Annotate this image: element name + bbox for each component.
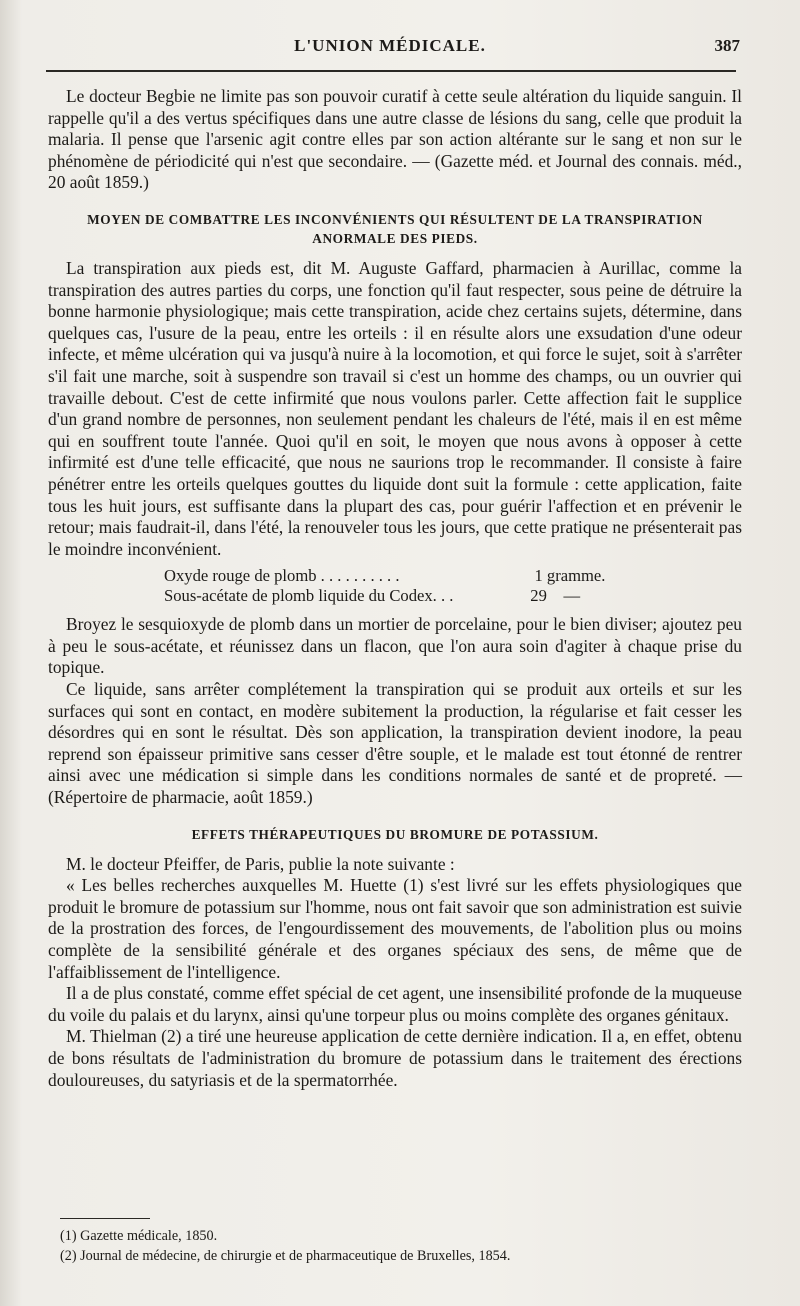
- footnote-2: (2) Journal de médecine, de chirurgie et de pharmaceutique de Bruxelles, 1854.: [60, 1248, 511, 1264]
- paragraph-pfeiffer: M. le docteur Pfeiffer, de Paris, publie la note suivante :: [66, 853, 455, 874]
- page-number: 387: [714, 36, 740, 55]
- paragraph-huette: « Les belles recherches auxquelles M. Huette (1) s'est livré sur les effets physiologiques que produit le bromure de potassium sur l'homme, nous ont fait savoir que son administration est suivie de la prostration des forces, de l'engourdissement des mouvements, de l'abolition plus ou moins complète de la sensibilité générale et des organes spéciaux des sens, de même que de l'affaiblissement de l'intelligence.: [48, 875, 742, 982]
- paragraph-effet-special: Il a de plus constaté, comme effet spécial de cet agent, une insensibilité profonde de la muqueuse du voile du palais et du larynx, ainsi qu'une torpeur plus ou moins complète des organes génitaux.: [48, 983, 742, 1025]
- paragraph-begbie: Le docteur Begbie ne limite pas son pouvoir curatif à cette seule altération du liquide sanguin. Il rappelle qu'il a des vertus spécifiques dans une autre classe de lésions du sang, celle que produit la malaria. Il pense que l'arsenic agit contre elles par son action altérante sur le sang et non sur le phénomène de périodicité qui n'est que secondaire. — (Gazette méd. et Journal des connais. méd., 20 août 1859.): [48, 86, 742, 193]
- footnotes: [60, 1226, 740, 1266]
- paragraph-gaffard: La transpiration aux pieds est, dit M. Auguste Gaffard, pharmacien à Aurillac, comme la transpiration des autres parties du corps, une fonction qu'il faut respecter, sous peine de détruire la bonne harmonie physiologique; mais cette transpiration, acide chez certains sujets, détermine, dans quelques cas, l'usure de la peau, entre les orteils : il en résulte alors une exsudation d'une odeur infecte, et même ulcération qui va jusqu'à nuire à la locomotion, et qui force le sujet, soit à s'arrêter s'il fait une marche, soit à suspendre son travail si c'est un homme des champs, ou un ouvrier qui travaille debout. C'est de cette infirmité que nous voulons parler. Cette affection fait le supplice d'un grand nombre de personnes, non seulement pendant les chaleurs de l'été, mais il en est même qui en souffrent toute l'année. Quoi qu'il en soit, le moyen que nous avons à opposer à cette infirmité est d'une telle efficacité, que nous ne saurions trop le recommander. Il consiste à faire pénétrer entre les orteils quelques gouttes du liquide dont suit la formule : cette application, faite tous les huit jours, est suffisante dans la plupart des cas, pour guérir l'affection et en prévenir le retour; mais faudrait-il, dans l'été, la renouveler tous les jours, que cette pratique ne présenterait pas le moindre inconvénient.: [48, 257, 742, 559]
- header-rule: [46, 70, 736, 72]
- section-heading-bromure: EFFETS THÉRAPEUTIQUES DU BROMURE DE POTASSIUM.: [191, 826, 599, 842]
- section-heading-transpiration: MOYEN DE COMBATTRE LES INCONVÉNIENTS QUI RÉSULTENT DE LA TRANSPIRATION ANORMALE DES PIEDS.: [87, 211, 703, 246]
- formula-row: [48, 586, 742, 606]
- formula-table: [48, 566, 742, 606]
- paragraph-preparation: Broyez le sesquioxyde de plomb dans un mortier de porcelaine, pour le bien diviser; ajoutez peu à peu le sous-acétate, et réunissez dans un flacon, que l'on aura soin d'agiter à chaque prise du topique.: [48, 614, 742, 678]
- paragraph-effects: Ce liquide, sans arrêter complétement la transpiration qui se produit aux orteils et sur les surfaces qui sont en contact, en modère subitement la production, la régularise et fait cesser les désordres qui en sont le résultat. Dès son application, la transpiration devient inodore, la peau reprend son épaisseur primitive sans cesser d'être souple, et le malade est tout étonné de rentrer ainsi avec une médication si simple dans les conditions normales de santé et de propreté. — (Répertoire de pharmacie, août 1859.): [48, 679, 742, 808]
- footnote-rule: [60, 1218, 150, 1219]
- running-title: L'UNION MÉDICALE.: [294, 36, 486, 55]
- page-body: [48, 86, 742, 1091]
- formula-ingredient: Sous-acétate de plomb liquide du Codex. . .: [164, 586, 454, 606]
- running-head: [40, 36, 740, 58]
- formula-ingredient: Oxyde rouge de plomb . . . . . . . . . .: [164, 566, 400, 586]
- formula-quantity: 29 —: [522, 586, 581, 606]
- paragraph-thielman: M. Thielman (2) a tiré une heureuse application de cette dernière indication. Il a, en effet, obtenu de bons résultats de l'administration du bromure de potassium dans le traitement des érections douloureuses, du satyriasis et de la spermatorrhée.: [48, 1026, 742, 1090]
- formula-row: [48, 566, 742, 586]
- formula-quantity: 1 gramme.: [522, 566, 606, 586]
- footnote-1: (1) Gazette médicale, 1850.: [60, 1228, 218, 1244]
